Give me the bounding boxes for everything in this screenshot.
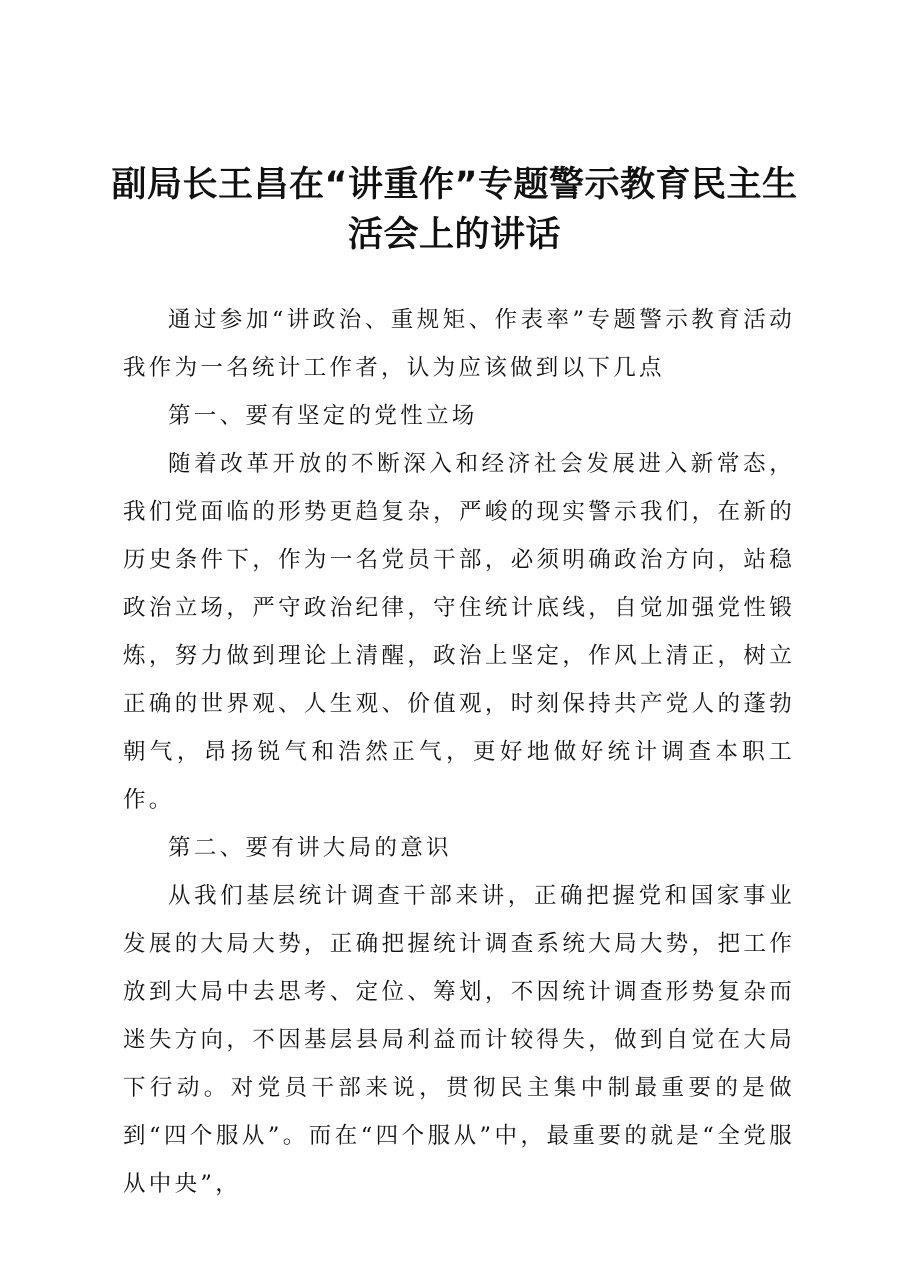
intro-paragraph: 通过参加“讲政治、重规矩、作表率”专题警示教育活动我作为一名统计工作者，认为应该做到以下几点 <box>123 307 795 381</box>
document-title <box>100 160 809 260</box>
document-body <box>123 296 795 1208</box>
title-line-2: 活会上的讲话 <box>347 215 561 255</box>
body-paragraph-1: 随着改革开放的不断深入和经济社会发展进入新常态，我们党面临的形势更趋复杂，严峻的现实警示我们，在新的历史条件下，作为一名党员干部，必须明确政治方向，站稳政治立场，严守政治纪律，守住统计底线，自觉加强党性锻炼，努力做到理论上清醒，政治上坚定，作风上清正，树立正确的世界观、人生观、价值观，时刻保持共产党人的蓬勃朝气，昂扬锐气和浩然正气，更好地做好统计调查本职工作。 <box>123 451 795 813</box>
section-heading-1: 第一、要有坚定的党性立场 <box>168 403 478 429</box>
section-heading-2: 第二、要有讲大局的意识 <box>168 835 452 861</box>
title-line-1: 副局长王昌在“讲重作”专题警示教育民主生 <box>111 165 798 205</box>
body-paragraph-2: 从我们基层统计调查干部来讲，正确把握党和国家事业发展的大局大势，正确把握统计调查系统大局大势，把工作放到大局中去思考、定位、筹划，不因统计调查形势复杂而迷失方向，不因基层县局利益而计较得失，做到自觉在大局下行动。对党员干部来说，贯彻民主集中制最重要的是做到“四个服从”。而在“四个服从”中，最重要的就是“全党服从中央”， <box>123 883 795 1197</box>
